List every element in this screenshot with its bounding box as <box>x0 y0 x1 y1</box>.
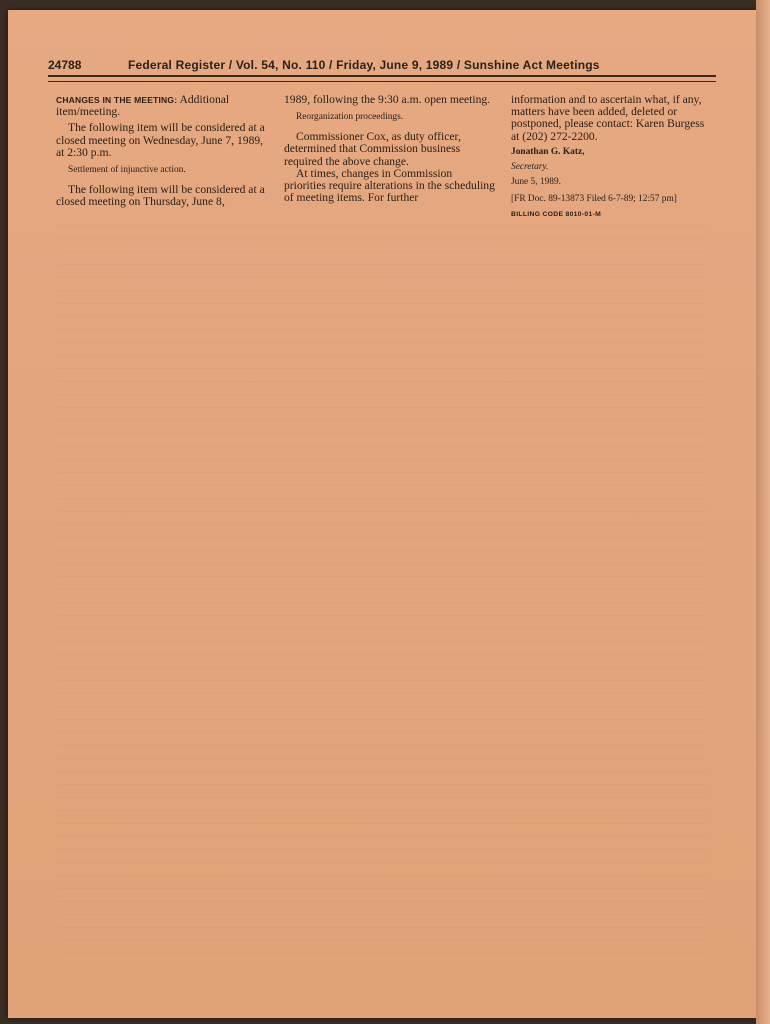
changes-heading-paragraph <box>56 94 268 118</box>
open-meeting-paragraph: 1989, following the 9:30 a.m. open meeting. <box>284 93 491 106</box>
column-2 <box>284 94 496 204</box>
closed-meeting-paragraph-2: The following item will be considered at a closed meeting on Thursday, June 8, <box>56 183 265 209</box>
page-number: 24788 <box>48 58 82 72</box>
page-edge <box>756 0 770 1024</box>
page-header <box>48 52 716 72</box>
column-1 <box>56 94 268 208</box>
changes-heading-text: Additional item/meeting. <box>56 93 230 119</box>
agenda-item-reorganization: Reorganization proceedings. <box>296 112 404 123</box>
contact-paragraph: information and to ascertain what, if any, matters have been added, deleted or postponed, please contact: Karen Burgess at (202) 272-2200. <box>511 93 705 143</box>
header-rule <box>48 75 716 82</box>
bleed-through-texture <box>58 225 708 965</box>
billing-code: BILLING CODE 8010-01-M <box>511 210 602 218</box>
signature-date: June 5, 1989. <box>511 176 561 187</box>
fr-doc-line: [FR Doc. 89-13873 Filed 6-7-89; 12:57 pm] <box>511 193 677 204</box>
agenda-item-settlement: Settlement of injunctive action. <box>68 165 186 176</box>
column-3 <box>511 94 715 221</box>
signer-name: Jonathan G. Katz, <box>511 146 585 157</box>
duty-officer-paragraph: Commissioner Cox, as duty officer, determined that Commission business required the above change. <box>284 130 461 168</box>
closed-meeting-paragraph-1: The following item will be considered at a closed meeting on Wednesday, June 7, 1989, at 2:30 p.m. <box>56 121 265 159</box>
priorities-paragraph: At times, changes in Commission priorities require alterations in the scheduling of meeting items. For further <box>284 166 495 205</box>
signer-title: Secretary. <box>511 161 549 172</box>
changes-heading: CHANGES IN THE MEETING: <box>56 95 178 105</box>
running-title: Federal Register / Vol. 54, No. 110 / Friday, June 9, 1989 / Sunshine Act Meetings <box>128 58 600 72</box>
